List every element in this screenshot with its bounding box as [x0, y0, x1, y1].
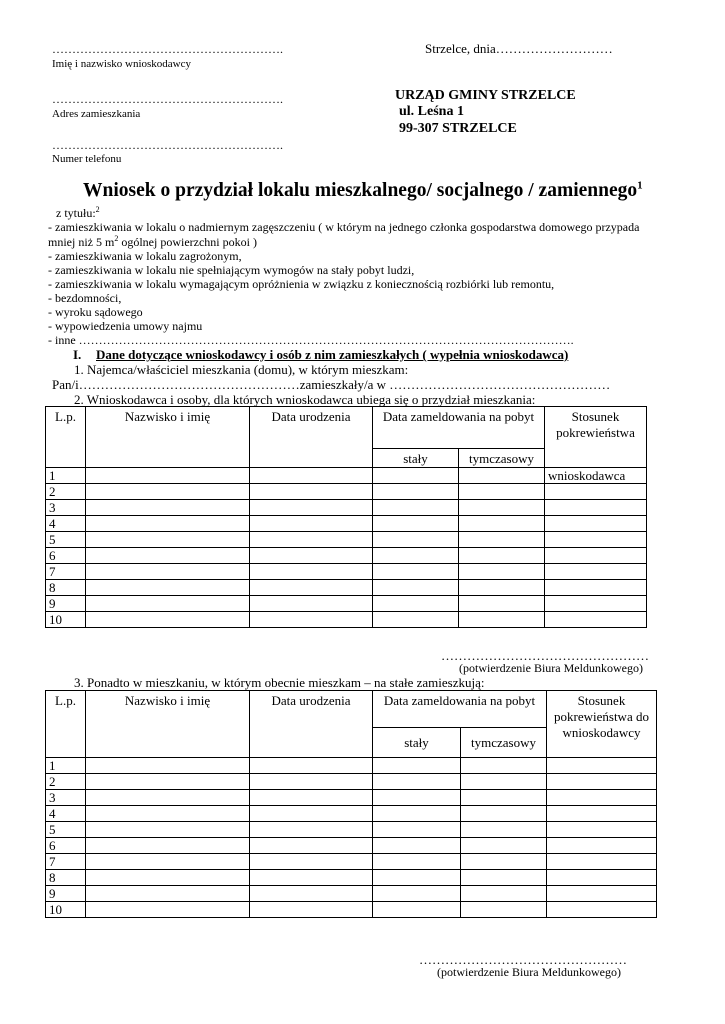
col-registration-header: Data zameldowania na pobyt — [373, 407, 545, 449]
office-street: ul. Leśna 1 — [399, 104, 464, 119]
birth-cell[interactable] — [250, 774, 373, 790]
table-row — [46, 564, 647, 580]
reason-endangered: - zamieszkiwania w lokalu zagrożonym, — [48, 249, 242, 263]
birth-cell[interactable] — [250, 902, 373, 918]
permanent-cell[interactable] — [373, 548, 459, 564]
temporary-cell[interactable] — [461, 902, 547, 918]
temporary-cell[interactable] — [461, 790, 547, 806]
form-title-text: Wniosek o przydział lokalu mieszkalnego/ socjalnego / zamiennego — [83, 180, 638, 201]
reason-demolition: - zamieszkiwania w lokalu wymagającym opróżnienia w związku z koniecznością rozbiórki lub remontu, — [48, 277, 555, 291]
address-label: Adres zamieszkania — [52, 108, 141, 120]
birth-cell[interactable] — [250, 758, 373, 774]
applicants-table — [45, 406, 647, 628]
birth-cell[interactable] — [250, 886, 373, 902]
temporary-cell[interactable] — [459, 516, 545, 532]
col-relation-header: Stosunek pokrewieństwa do wnioskodawcy — [547, 691, 657, 758]
relation-cell[interactable] — [545, 532, 647, 548]
name-cell[interactable] — [86, 806, 250, 822]
row-number: 1 — [46, 758, 86, 774]
table-header-row — [46, 691, 657, 728]
relation-cell[interactable] — [547, 758, 657, 774]
birth-cell[interactable] — [250, 854, 373, 870]
row-number: 8 — [46, 580, 86, 596]
table-row — [46, 870, 657, 886]
name-cell[interactable] — [86, 468, 250, 484]
confirmation-dots-1[interactable]: ………………………………………… — [441, 648, 649, 663]
birth-cell[interactable] — [250, 612, 373, 628]
permanent-cell[interactable] — [373, 806, 461, 822]
office-city: 99-307 STRZELCE — [399, 121, 517, 136]
section-number: I. — [73, 347, 82, 362]
permanent-cell[interactable] — [373, 532, 459, 548]
name-cell[interactable] — [86, 886, 250, 902]
table-row — [46, 612, 647, 628]
birth-cell[interactable] — [250, 790, 373, 806]
temporary-cell[interactable] — [461, 838, 547, 854]
permanent-cell[interactable] — [373, 902, 461, 918]
relation-cell[interactable] — [547, 886, 657, 902]
permanent-cell[interactable] — [373, 886, 461, 902]
reasons-intro-text: z tytułu: — [56, 206, 96, 220]
confirmation-dots-2[interactable]: ………………………………………… — [419, 952, 627, 967]
col-relation-header: Stosunek pokrewieństwa — [545, 407, 647, 468]
table-row — [46, 886, 657, 902]
relation-cell[interactable] — [545, 612, 647, 628]
relation-cell[interactable] — [545, 564, 647, 580]
table-row — [46, 790, 657, 806]
row-number: 9 — [46, 596, 86, 612]
relation-cell[interactable] — [547, 902, 657, 918]
permanent-cell[interactable] — [373, 758, 461, 774]
table-row — [46, 774, 657, 790]
birth-cell[interactable] — [250, 806, 373, 822]
temporary-cell[interactable] — [459, 612, 545, 628]
row-number: 4 — [46, 516, 86, 532]
relation-cell[interactable] — [547, 790, 657, 806]
relation-cell[interactable] — [545, 484, 647, 500]
relation-cell[interactable] — [547, 774, 657, 790]
name-cell[interactable] — [86, 580, 250, 596]
name-cell[interactable] — [86, 500, 250, 516]
table-row — [46, 596, 647, 612]
name-cell[interactable] — [86, 870, 250, 886]
relation-cell[interactable]: wnioskodawca — [545, 468, 647, 484]
table-row — [46, 580, 647, 596]
row-number: 8 — [46, 870, 86, 886]
birth-cell[interactable] — [250, 838, 373, 854]
reason-other[interactable]: - inne ……………………………………………………………………………………………………………. — [48, 333, 574, 347]
office-name: URZĄD GMINY STRZELCE — [395, 88, 576, 103]
reason-overcrowding-cont-sup: 2 — [114, 234, 119, 243]
temporary-cell[interactable] — [461, 870, 547, 886]
temporary-cell[interactable] — [461, 886, 547, 902]
birth-cell[interactable] — [250, 870, 373, 886]
birth-cell[interactable] — [250, 484, 373, 500]
form-title — [83, 180, 643, 202]
temporary-cell[interactable] — [461, 758, 547, 774]
row-number: 2 — [46, 774, 86, 790]
relation-cell[interactable] — [547, 806, 657, 822]
permanent-cell[interactable] — [373, 564, 459, 580]
temporary-cell[interactable] — [459, 500, 545, 516]
name-cell[interactable] — [86, 902, 250, 918]
col-lp-header: L.p. — [46, 691, 86, 758]
table-row — [46, 468, 647, 484]
table-row — [46, 838, 657, 854]
name-cell[interactable] — [86, 596, 250, 612]
col-registration-header: Data zameldowania na pobyt — [373, 691, 547, 728]
permanent-cell[interactable] — [373, 822, 461, 838]
row-number: 4 — [46, 806, 86, 822]
temporary-cell[interactable] — [459, 468, 545, 484]
temporary-cell[interactable] — [459, 580, 545, 596]
owner-line[interactable]: Pan/i……………………………………………zamieszkały/a w …………………………………………… — [52, 377, 611, 392]
phone-dots[interactable]: …………………………………………………. — [52, 138, 283, 152]
temporary-cell[interactable] — [461, 854, 547, 870]
permanent-cell[interactable] — [373, 838, 461, 854]
row-number: 1 — [46, 468, 86, 484]
relation-cell[interactable] — [547, 838, 657, 854]
place-date[interactable]: Strzelce, dnia……………………… — [425, 41, 613, 56]
phone-label: Numer telefonu — [52, 153, 122, 165]
confirmation-label-2: (potwierdzenie Biura Meldunkowego) — [437, 965, 621, 979]
table-row — [46, 516, 647, 532]
residents-table — [45, 690, 657, 918]
address-dots[interactable]: …………………………………………………. — [52, 92, 283, 106]
name-cell[interactable] — [86, 516, 250, 532]
permanent-cell[interactable] — [373, 774, 461, 790]
name-cell[interactable] — [86, 564, 250, 580]
row-number: 6 — [46, 838, 86, 854]
row-number: 5 — [46, 532, 86, 548]
permanent-cell[interactable] — [373, 854, 461, 870]
temporary-cell[interactable] — [461, 806, 547, 822]
col-temporary-header: tymczasowy — [461, 728, 547, 758]
permanent-cell[interactable] — [373, 484, 459, 500]
relation-cell[interactable] — [547, 822, 657, 838]
name-cell[interactable] — [86, 854, 250, 870]
col-name-header: Nazwisko i imię — [86, 407, 250, 468]
col-birth-header: Data urodzenia — [250, 407, 373, 468]
residents-item: 3. Ponadto w mieszkaniu, w którym obecnie mieszkam – na stałe zamieszkują: — [74, 675, 485, 690]
birth-cell[interactable] — [250, 580, 373, 596]
name-cell[interactable] — [86, 790, 250, 806]
row-number: 3 — [46, 790, 86, 806]
birth-cell[interactable] — [250, 548, 373, 564]
table-row — [46, 548, 647, 564]
relation-cell[interactable] — [545, 596, 647, 612]
col-birth-header: Data urodzenia — [250, 691, 373, 758]
row-number: 5 — [46, 822, 86, 838]
permanent-cell[interactable] — [373, 468, 459, 484]
name-cell[interactable] — [86, 774, 250, 790]
col-permanent-header: stały — [373, 449, 459, 468]
table-row — [46, 806, 657, 822]
name-cell[interactable] — [86, 484, 250, 500]
col-temporary-header: tymczasowy — [459, 449, 545, 468]
table-header-row — [46, 407, 647, 449]
name-cell[interactable] — [86, 532, 250, 548]
reason-court: - wyroku sądowego — [48, 305, 143, 319]
reason-termination: - wypowiedzenia umowy najmu — [48, 319, 203, 333]
table-row — [46, 500, 647, 516]
birth-cell[interactable] — [250, 500, 373, 516]
temporary-cell[interactable] — [459, 564, 545, 580]
permanent-cell[interactable] — [373, 580, 459, 596]
temporary-cell[interactable] — [461, 822, 547, 838]
applicant-name-label: Imię i nazwisko wnioskodawcy — [52, 58, 191, 70]
reason-homeless: - bezdomności, — [48, 291, 122, 305]
table-row — [46, 902, 657, 918]
applicants-item: 2. Wnioskodawca i osoby, dla których wnioskodawca ubiega się o przydział mieszkania: — [74, 392, 536, 407]
row-number: 10 — [46, 902, 86, 918]
permanent-cell[interactable] — [373, 870, 461, 886]
row-number: 6 — [46, 548, 86, 564]
name-cell[interactable] — [86, 822, 250, 838]
owner-item: 1. Najemca/właściciel mieszkania (domu), w którym mieszkam: — [74, 362, 409, 377]
reason-overcrowding-cont-a: mniej niż 5 m — [48, 235, 115, 249]
row-number: 10 — [46, 612, 86, 628]
temporary-cell[interactable] — [459, 596, 545, 612]
col-permanent-header: stały — [373, 728, 461, 758]
row-number: 9 — [46, 886, 86, 902]
reason-substandard: - zamieszkiwania w lokalu nie spełniającym wymogów na stały pobyt ludzi, — [48, 263, 415, 277]
permanent-cell[interactable] — [373, 596, 459, 612]
relation-cell[interactable] — [545, 548, 647, 564]
temporary-cell[interactable] — [461, 774, 547, 790]
permanent-cell[interactable] — [373, 612, 459, 628]
table-row — [46, 822, 657, 838]
confirmation-label-1: (potwierdzenie Biura Meldunkowego) — [459, 661, 643, 675]
row-number: 7 — [46, 564, 86, 580]
name-cell[interactable] — [86, 758, 250, 774]
permanent-cell[interactable] — [373, 500, 459, 516]
permanent-cell[interactable] — [373, 516, 459, 532]
table-row — [46, 484, 647, 500]
relation-cell[interactable] — [545, 500, 647, 516]
birth-cell[interactable] — [250, 468, 373, 484]
col-name-header: Nazwisko i imię — [86, 691, 250, 758]
name-cell[interactable] — [86, 548, 250, 564]
table-row — [46, 758, 657, 774]
reason-overcrowding-cont-b: ogólnej powierzchni pokoi ) — [118, 235, 257, 249]
row-number: 7 — [46, 854, 86, 870]
form-title-footnote: 1 — [637, 179, 643, 192]
reason-overcrowding: - zamieszkiwania w lokalu o nadmiernym zagęszczeniu ( w którym na jednego członka gospodarstwa domowego przypada — [48, 220, 640, 234]
temporary-cell[interactable] — [459, 548, 545, 564]
row-number: 3 — [46, 500, 86, 516]
table-row — [46, 854, 657, 870]
relation-cell[interactable] — [545, 580, 647, 596]
section-heading: Dane dotyczące wnioskodawcy i osób z nim zamieszkałych ( wypełnia wnioskodawca) — [96, 347, 569, 362]
relation-cell[interactable] — [547, 870, 657, 886]
reason-overcrowding-cont — [48, 235, 257, 250]
name-cell[interactable] — [86, 838, 250, 854]
reasons-intro-footnote: 2 — [95, 205, 100, 214]
birth-cell[interactable] — [250, 564, 373, 580]
temporary-cell[interactable] — [459, 484, 545, 500]
name-cell[interactable] — [86, 612, 250, 628]
birth-cell[interactable] — [250, 596, 373, 612]
row-number: 2 — [46, 484, 86, 500]
permanent-cell[interactable] — [373, 790, 461, 806]
col-lp-header: L.p. — [46, 407, 86, 468]
birth-cell[interactable] — [250, 822, 373, 838]
table-row — [46, 532, 647, 548]
temporary-cell[interactable] — [459, 532, 545, 548]
reasons-intro — [56, 206, 100, 221]
applicant-name-dots[interactable]: …………………………………………………. — [52, 42, 283, 56]
relation-cell[interactable] — [547, 854, 657, 870]
relation-cell[interactable] — [545, 516, 647, 532]
birth-cell[interactable] — [250, 532, 373, 548]
birth-cell[interactable] — [250, 516, 373, 532]
